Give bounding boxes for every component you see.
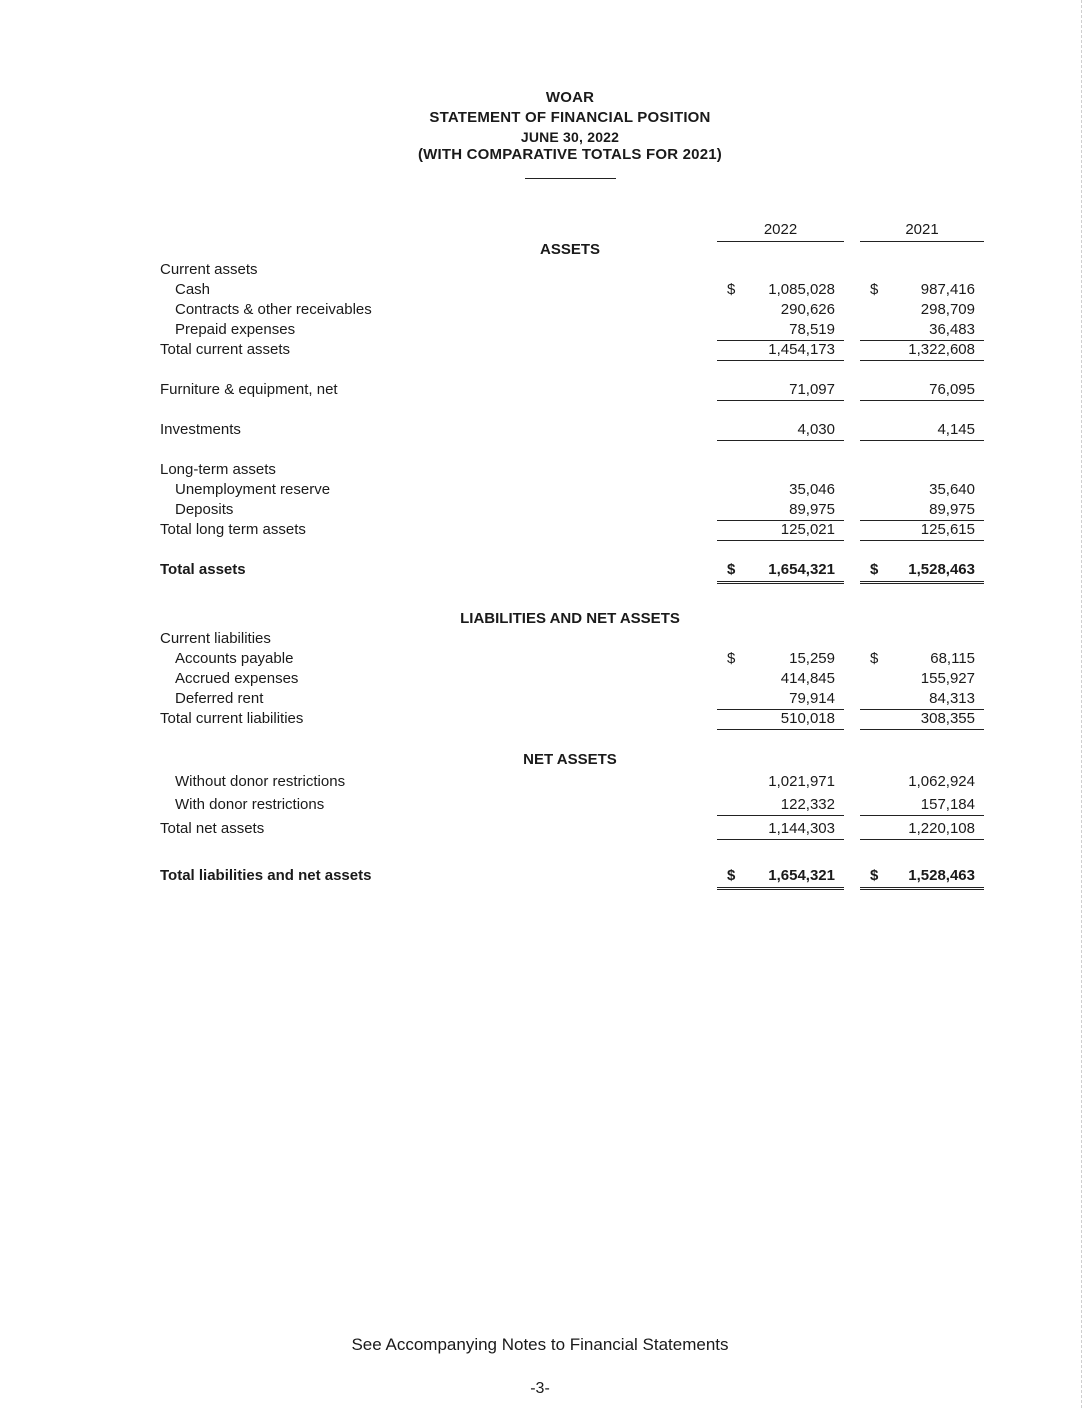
row-label: Total current assets (160, 341, 291, 358)
row-deposits (0, 500, 1088, 520)
value: 71,097 (789, 381, 835, 398)
amount-2022 (717, 560, 844, 584)
row-label: Without donor restrictions (175, 773, 346, 790)
row-label: Current assets (160, 261, 258, 278)
dollar-sign: $ (727, 650, 736, 667)
value: 414,845 (780, 670, 835, 687)
amount-2021 (860, 819, 984, 840)
row-with-donor-restrictions (0, 795, 1088, 815)
section-assets: ASSETS (539, 241, 600, 258)
amount-2021 (860, 340, 984, 361)
row-label: Total liabilities and net assets (160, 867, 372, 884)
amount-2021 (860, 772, 984, 792)
value: 84,313 (929, 690, 975, 707)
amount-2022 (717, 689, 844, 710)
column-header-2021: 2021 (860, 221, 984, 242)
value: 1,654,321 (768, 561, 835, 578)
row-label: Deposits (175, 501, 234, 518)
value: 122,332 (780, 796, 835, 813)
row-accrued-expenses (0, 669, 1088, 689)
row-receivables (0, 300, 1088, 320)
amount-2022 (717, 709, 844, 730)
statement-title: STATEMENT OF FINANCIAL POSITION (429, 109, 711, 126)
amount-2021 (860, 280, 984, 300)
amount-2022 (717, 795, 844, 816)
amount-2021 (860, 866, 984, 890)
row-label: Accrued expenses (175, 670, 299, 687)
amount-2022 (717, 380, 844, 401)
row-long-term-heading (0, 460, 1088, 480)
row-total-net-assets (0, 819, 1088, 839)
section-liabilities: LIABILITIES AND NET ASSETS (460, 610, 680, 627)
amount-2022 (717, 420, 844, 441)
row-investments (0, 420, 1088, 440)
amount-2022 (717, 669, 844, 689)
amount-2021 (860, 380, 984, 401)
amount-2021 (860, 520, 984, 541)
amount-2021 (860, 420, 984, 441)
statement-subtitle: (WITH COMPARATIVE TOTALS FOR 2021) (417, 146, 723, 163)
value: 4,145 (937, 421, 975, 438)
amount-2022 (717, 649, 844, 669)
value: 1,528,463 (908, 561, 975, 578)
row-total-assets (0, 560, 1088, 580)
row-label: Cash (175, 281, 211, 298)
amount-2022 (717, 772, 844, 792)
row-cash (0, 280, 1088, 300)
row-prepaid (0, 320, 1088, 340)
org-name: WOAR (545, 89, 595, 106)
row-label: Total current liabilities (160, 710, 304, 727)
amount-2021 (860, 709, 984, 730)
value: 15,259 (789, 650, 835, 667)
value: 1,062,924 (908, 773, 975, 790)
row-total-current-liabilities (0, 709, 1088, 729)
row-current-liabilities-heading (0, 629, 1088, 649)
amount-2022 (717, 300, 844, 320)
row-label: Prepaid expenses (175, 321, 296, 338)
amount-2021 (860, 669, 984, 689)
value: 36,483 (929, 321, 975, 338)
amount-2022 (717, 340, 844, 361)
amount-2021 (860, 320, 984, 341)
value: 1,322,608 (908, 341, 975, 358)
value: 89,975 (789, 501, 835, 518)
statement-date: JUNE 30, 2022 (520, 129, 620, 145)
row-total-long-term-assets (0, 520, 1088, 540)
row-label: Current liabilities (160, 630, 271, 647)
row-unemployment-reserve (0, 480, 1088, 500)
page-number: -3- (530, 1380, 550, 1397)
row-label: Investments (160, 421, 241, 438)
section-net-assets: NET ASSETS (523, 751, 617, 768)
value: 1,085,028 (768, 281, 835, 298)
amount-2021 (860, 689, 984, 710)
footer-note: See Accompanying Notes to Financial Statements (351, 1335, 729, 1354)
dollar-sign: $ (870, 867, 879, 884)
value: 308,355 (920, 710, 975, 727)
value: 125,615 (920, 521, 975, 538)
amount-2022 (717, 500, 844, 521)
row-label: Unemployment reserve (175, 481, 331, 498)
value: 1,454,173 (768, 341, 835, 358)
row-label: Total long term assets (160, 521, 306, 538)
row-furniture (0, 380, 1088, 400)
amount-2022 (717, 866, 844, 890)
value: 78,519 (789, 321, 835, 338)
value: 1,220,108 (908, 820, 975, 837)
amount-2021 (860, 795, 984, 816)
amount-2022 (717, 280, 844, 300)
value: 1,528,463 (908, 867, 975, 884)
row-label: Contracts & other receivables (175, 301, 372, 318)
amount-2022 (717, 819, 844, 840)
value: 987,416 (920, 281, 975, 298)
amount-2021 (860, 560, 984, 584)
row-deferred-rent (0, 689, 1088, 709)
dollar-sign: $ (727, 867, 736, 884)
value: 1,021,971 (768, 773, 835, 790)
dollar-sign: $ (870, 281, 879, 298)
value: 79,914 (789, 690, 835, 707)
amount-2021 (860, 500, 984, 521)
amount-2021 (860, 649, 984, 669)
value: 76,095 (929, 381, 975, 398)
value: 298,709 (920, 301, 975, 318)
amount-2022 (717, 520, 844, 541)
row-without-donor-restrictions (0, 772, 1088, 792)
value: 68,115 (930, 650, 975, 667)
row-current-assets-heading (0, 260, 1088, 280)
amount-2021 (860, 300, 984, 320)
value: 125,021 (780, 521, 835, 538)
amount-2022 (717, 320, 844, 341)
dollar-sign: $ (870, 561, 879, 578)
value: 89,975 (929, 501, 975, 518)
amount-2021 (860, 480, 984, 500)
column-header-2022: 2022 (717, 221, 844, 242)
row-total-liabilities-and-net-assets (0, 866, 1088, 886)
dollar-sign: $ (727, 281, 736, 298)
value: 155,927 (920, 670, 975, 687)
amount-2022 (717, 480, 844, 500)
row-label: With donor restrictions (175, 796, 325, 813)
value: 290,626 (780, 301, 835, 318)
value: 35,640 (929, 481, 975, 498)
value: 35,046 (789, 481, 835, 498)
dollar-sign: $ (870, 650, 879, 667)
value: 4,030 (797, 421, 835, 438)
dollar-sign: $ (727, 561, 736, 578)
row-label: Deferred rent (175, 690, 264, 707)
row-label: Accounts payable (175, 650, 294, 667)
value: 510,018 (780, 710, 835, 727)
value: 157,184 (920, 796, 975, 813)
header-rule (525, 178, 616, 179)
row-total-current-assets (0, 340, 1088, 360)
row-label: Long-term assets (160, 461, 276, 478)
value: 1,144,303 (768, 820, 835, 837)
row-label: Furniture & equipment, net (160, 381, 338, 398)
row-accounts-payable (0, 649, 1088, 669)
row-label: Total assets (160, 561, 246, 578)
row-label: Total net assets (160, 820, 265, 837)
value: 1,654,321 (768, 867, 835, 884)
